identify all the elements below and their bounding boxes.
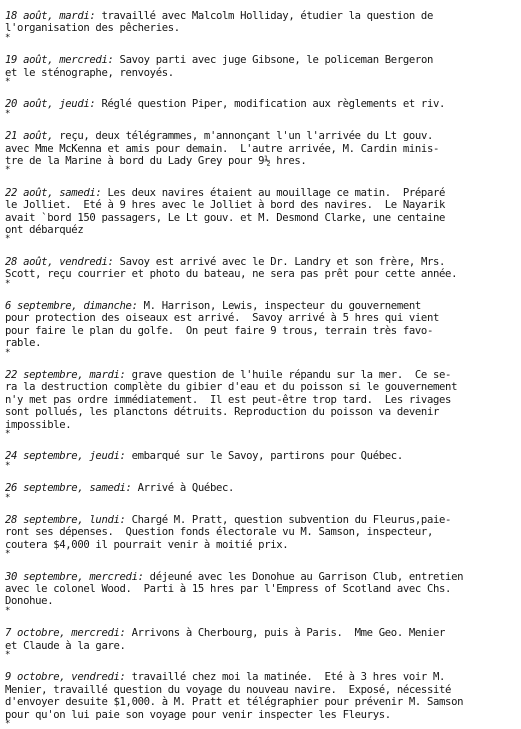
entry-separator-asterisk: * bbox=[5, 460, 11, 471]
entry-body: Chargé M. Pratt, question subvention du Fleurus,paie- ront ses dépenses. Question fonds électorale vu M. Samson, inspecteur, coutera $4,000 il pourrait venir à moitié prix. bbox=[5, 514, 452, 551]
entry-separator-asterisk: * bbox=[5, 650, 11, 661]
diary-entry bbox=[5, 300, 515, 356]
diary-entry bbox=[5, 514, 515, 560]
entry-date-label: 9 octobre, vendredi: bbox=[5, 671, 126, 684]
entry-date-label: 24 septembre, jeudi: bbox=[5, 450, 126, 463]
diary-entry bbox=[5, 450, 515, 471]
entry-separator-asterisk: * bbox=[5, 719, 11, 729]
entry-text bbox=[5, 369, 515, 431]
entry-text bbox=[5, 300, 515, 350]
entry-text bbox=[5, 571, 515, 608]
entry-body: grave question de l'huile répandu sur la mer. Ce se- ra la destruction complète du gibier d'eau et du poisson si le gouvernement n'y met pas ordre immédiatement. Il est peut-être trop tard. Les rivages sont pollués, les planctons détruits. Reproduction du poisson va devenir impossible. bbox=[5, 369, 458, 431]
entry-separator-asterisk: * bbox=[5, 429, 11, 440]
diary-entry bbox=[5, 187, 515, 243]
diary-entry bbox=[5, 256, 515, 287]
entry-body: Arrivé à Québec. bbox=[131, 482, 235, 495]
entry-date-label: 19 août, mercredi: bbox=[5, 54, 114, 67]
entry-body: Savoy est arrivé avec le Dr. Landry et son frère, Mrs. Scott, reçu courrier et photo du bateau, ne sera pas prêt pour cette année. bbox=[5, 255, 458, 281]
entry-date-label: 21 août, bbox=[5, 130, 54, 143]
entry-text bbox=[5, 54, 515, 79]
entry-separator-asterisk: * bbox=[5, 549, 11, 560]
entry-text bbox=[5, 450, 515, 462]
entry-text bbox=[5, 514, 515, 551]
entry-date-label: 6 septembre, dimanche: bbox=[5, 300, 138, 313]
diary-entry bbox=[5, 130, 515, 176]
entry-text bbox=[5, 10, 515, 35]
diary-entry bbox=[5, 671, 515, 727]
entry-text bbox=[5, 187, 515, 237]
entry-text bbox=[5, 256, 515, 281]
entry-body: embarqué sur le Savoy, partirons pour Québec. bbox=[125, 450, 403, 463]
entry-date-label: 18 août, mardi: bbox=[5, 10, 96, 22]
entry-text bbox=[5, 627, 515, 652]
entry-text bbox=[5, 482, 515, 494]
entry-body: M. Harrison, Lewis, inspecteur du gouvernement pour protection des oiseaux est arrivé. Savoy arrivé à 5 hres qui vient pour faire le plan du golfe. On peut faire 9 trous, terrain très favo- rable. bbox=[5, 300, 440, 350]
entry-separator-asterisk: * bbox=[5, 165, 11, 176]
entry-body: travaillé avec Malcolm Holliday, étudier la question de l'organisation des pêcheries. bbox=[5, 10, 433, 35]
entry-date-label: 7 octobre, mercredi: bbox=[5, 627, 126, 640]
diary-entry bbox=[5, 369, 515, 440]
diary-entry bbox=[5, 10, 515, 41]
entry-separator-asterisk: * bbox=[5, 347, 11, 358]
entry-body: déjeuné avec les Donohue au Garrison Club, entretien avec le colonel Wood. Parti à 15 hres par l'Empress of Scotland avec Chs. Donohue. bbox=[5, 570, 464, 608]
entry-date-label: 22 septembre, mardi: bbox=[5, 369, 126, 382]
entry-separator-asterisk: * bbox=[5, 234, 11, 245]
entry-separator-asterisk: * bbox=[5, 32, 11, 43]
diary-entry bbox=[5, 482, 515, 503]
entry-separator-asterisk: * bbox=[5, 492, 11, 503]
entry-date-label: 28 septembre, lundi: bbox=[5, 514, 126, 527]
entry-body: Arrivons à Cherbourg, puis à Paris. Mme Geo. Menier et Claude à la gare. bbox=[5, 627, 446, 652]
entry-body: Réglé question Piper, modification aux règlements et riv. bbox=[95, 98, 446, 111]
diary-entry bbox=[5, 571, 515, 614]
entry-date-label: 20 août, jeudi: bbox=[5, 98, 96, 111]
entry-text bbox=[5, 130, 515, 167]
diary-entries bbox=[5, 10, 515, 727]
diary-entry bbox=[5, 627, 515, 661]
entry-date-label: 22 août, samedi: bbox=[5, 186, 102, 199]
entry-body: reçu, deux télégrammes, m'annonçant l'un l'arrivée du Lt gouv. avec Mme McKenna et amis pour demain. L'autre arrivée, M. Cardin minis- tre de la Marine à bord du Lady Grey pour 9½ hres. bbox=[5, 130, 440, 168]
diary-entry bbox=[5, 54, 515, 88]
entry-text bbox=[5, 98, 515, 110]
entry-date-label: 30 septembre, mercredi: bbox=[5, 570, 144, 583]
entry-separator-asterisk: * bbox=[5, 278, 11, 289]
entry-body: Les deux navires étaient au mouillage ce matin. Préparé le Jolliet. Eté à 9 hres avec le Jolliet à bord des navires. Le Nayarik avait `bord 150 passagers, Le Lt gouv. et M. Desmond Clarke, une centaine ont débarquéz bbox=[5, 186, 446, 237]
entry-body: Savoy parti avec juge Gibsone, le policeman Bergeron et le sténographe, renvoyés. bbox=[5, 54, 433, 79]
diary-entry bbox=[5, 98, 515, 119]
entry-body: travaillé chez moi la matinée. Eté à 3 hres voir M. Menier, travaillé question du voyage du nouveau navire. Exposé, nécessité d'envoyer desuite $1,000. à M. Pratt et télégraphier pour prévenir M. Samson pour qu'on lui paie son voyage pour venir inspecter les Fleurys. bbox=[5, 671, 464, 721]
entry-separator-asterisk: * bbox=[5, 605, 11, 616]
entry-separator-asterisk: * bbox=[5, 108, 11, 119]
entry-date-label: 28 août, vendredi: bbox=[5, 255, 114, 268]
entry-date-label: 26 septembre, samedi: bbox=[5, 482, 132, 495]
entry-separator-asterisk: * bbox=[5, 77, 11, 88]
